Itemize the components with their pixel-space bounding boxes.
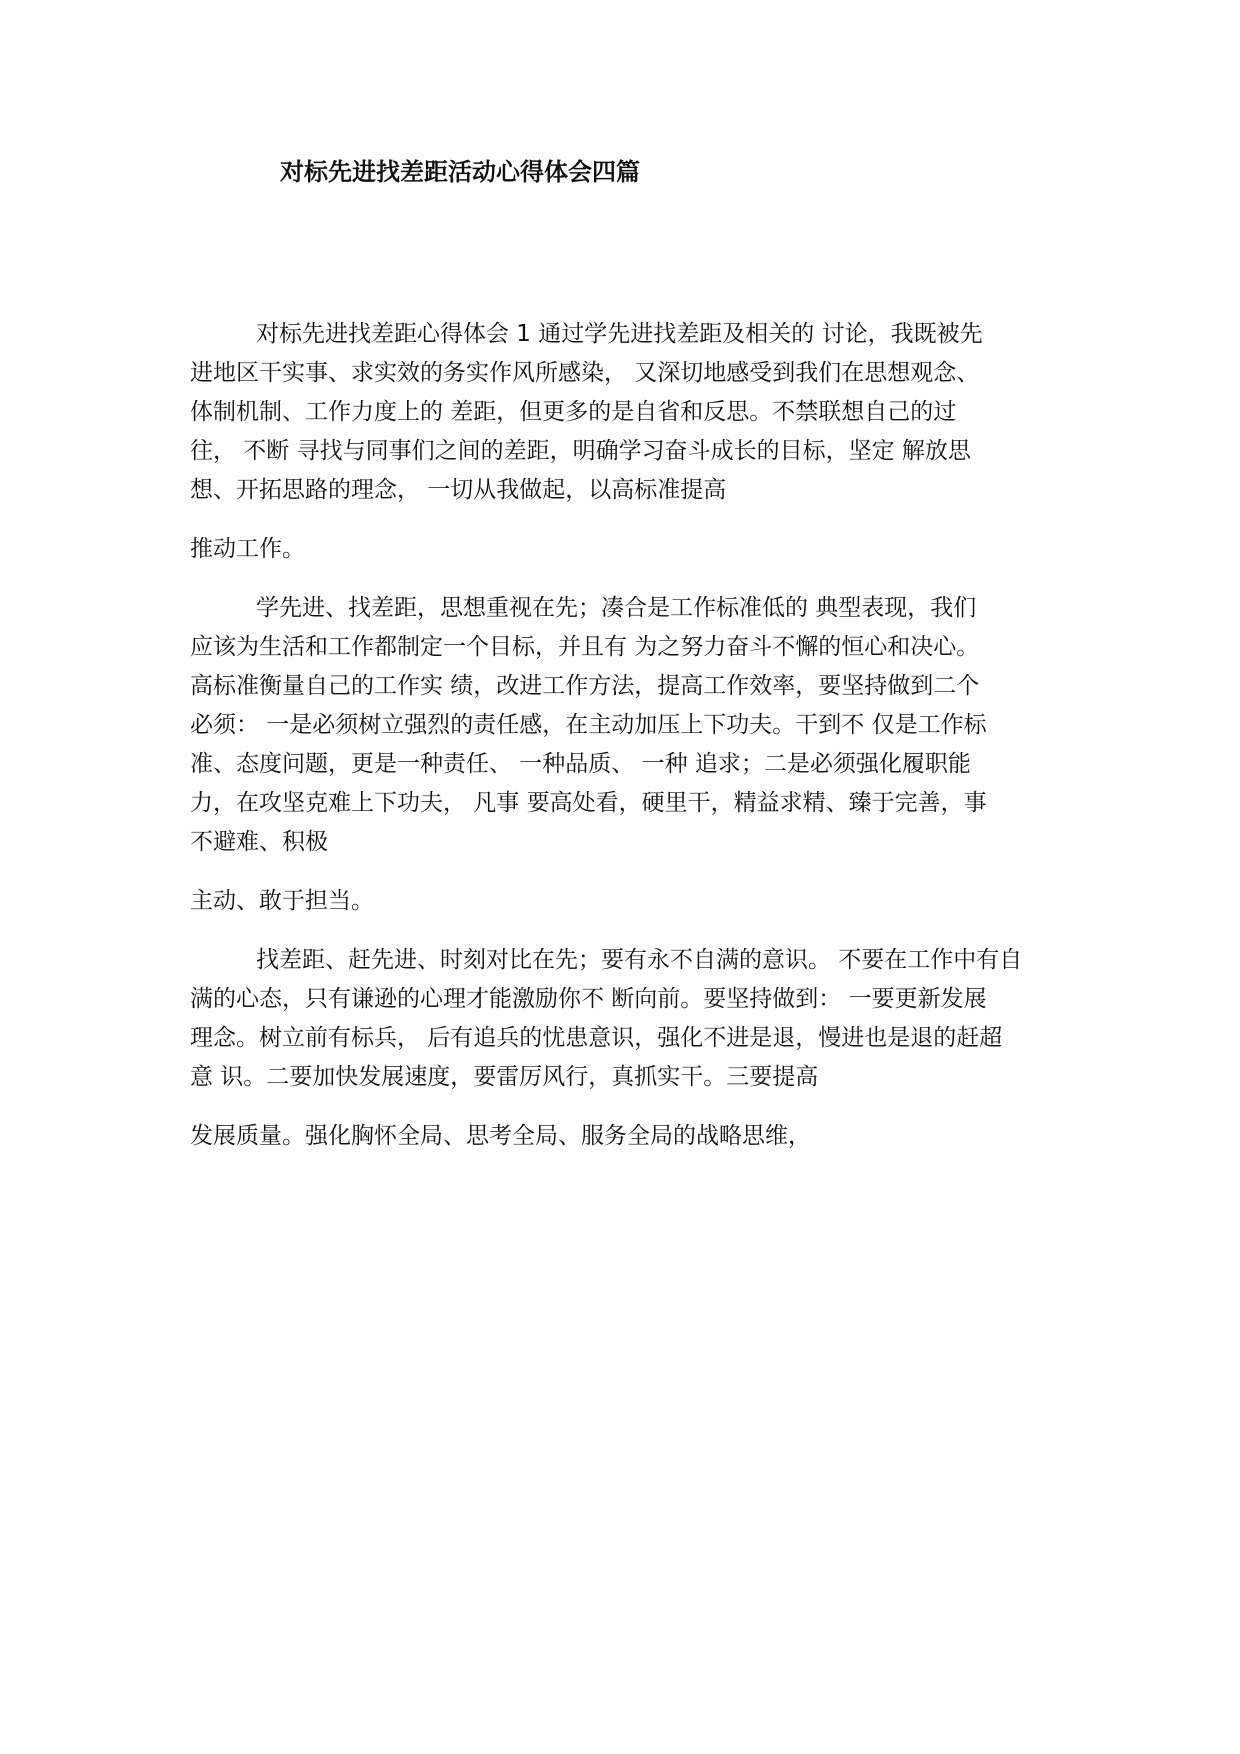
paragraph-3-line-7: 不避难、积极 — [190, 829, 328, 855]
paragraph-1-line-3: 体制机制、工作力度上的 差距，但更多的是自省和反思。不禁联想自己的过 — [190, 399, 957, 425]
paragraph-5-line-1: 找差距、赶先进、时刻对比在先；要有永不自满的意识。 不要在工作中有自 — [256, 947, 1023, 973]
paragraph-1-line-5: 想、开拓思路的理念， 一切从我做起，以高标准提高 — [190, 477, 727, 503]
paragraph-5-line-4: 意 识。二要加快发展速度，要雷厉风行，真抓实干。三要提高 — [190, 1064, 819, 1090]
paragraph-3-line-3: 高标准衡量自己的工作实 绩，改进工作方法，提高工作效率，要坚持做到二个 — [190, 673, 980, 699]
paragraph-1-line-4: 往， 不断 寻找与同事们之间的差距，明确学习奋斗成长的目标，坚定 解放思 — [190, 438, 971, 464]
paragraph-6-line-1: 发展质量。强化胸怀全局、思考全局、服务全局的战略思维， — [190, 1123, 811, 1149]
paragraph-3-line-2: 应该为生活和工作都制定一个目标，并且有 为之努力奋斗不懈的恒心和决心。 — [190, 634, 980, 660]
paragraph-1-line-2: 进地区干实事、求实效的务实作风所感染， 又深切地感受到我们在思想观念、 — [190, 360, 980, 386]
paragraph-2-line-1: 推动工作。 — [190, 536, 305, 562]
paragraph-3-line-1: 学先进、找差距，思想重视在先；凑合是工作标准低的 典型表现，我们 — [256, 595, 977, 621]
paragraph-1-line-1: 对标先进找差距心得体会 1 通过学先进找差距及相关的 讨论，我既被先 — [256, 321, 983, 347]
paragraph-3-line-6: 力，在攻坚克难上下功夫， 凡事 要高处看，硬里干，精益求精、臻于完善，事 — [190, 790, 987, 816]
paragraph-3-line-5: 准、态度问题，更是一种责任、 一种品质、 一种 追求；二是必须强化履职能 — [190, 751, 971, 777]
paragraph-3-line-4: 必须： 一是必须树立强烈的责任感，在主动加压上下功夫。干到不 仅是工作标 — [190, 712, 987, 738]
document-body — [190, 315, 1070, 1156]
document-title: 对标先进找差距活动心得体会四篇 — [280, 158, 640, 186]
paragraph-5-line-2: 满的心态，只有谦逊的心理才能激励你不 断向前。要坚持做到： 一要更新发展 — [190, 986, 987, 1012]
paragraph-4-line-1: 主动、敢于担当。 — [190, 888, 374, 914]
paragraph-5-line-3: 理念。树立前有标兵， 后有追兵的忧患意识，强化不进是退，慢进也是退的赶超 — [190, 1025, 1003, 1051]
